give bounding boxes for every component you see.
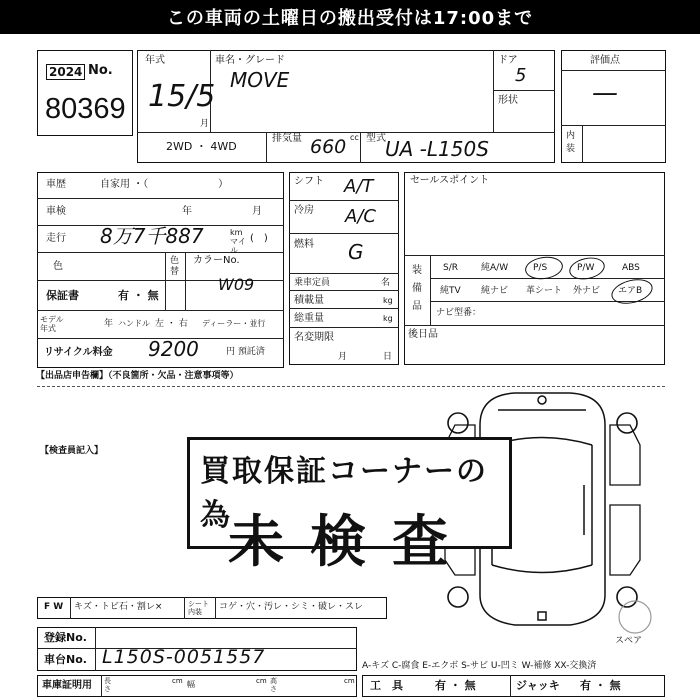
fuel-label: 燃料: [294, 239, 314, 250]
tools-value: 有 ・ 無: [435, 679, 476, 692]
displacement-label: 排気量: [272, 133, 302, 144]
recycle-value: 9200: [148, 337, 199, 361]
equip-tv: 純TV: [440, 286, 461, 296]
fuel-value: G: [348, 240, 364, 264]
shaken-year: 年: [182, 206, 192, 217]
shaken-label: 車検: [46, 206, 66, 217]
lot-no-label: No.: [88, 63, 113, 78]
equip-ps: P/S: [533, 263, 548, 273]
warranty-label: 保証書: [46, 289, 79, 302]
equip-label: 装備品: [412, 265, 422, 312]
lot-year-tag: 2024: [46, 64, 85, 80]
equip-abs: ABS: [622, 263, 640, 273]
capacity-label: 乗車定員: [294, 278, 331, 288]
no-inspection-stamp: [187, 437, 512, 575]
recycle-label: リサイクル料金: [44, 347, 113, 358]
shape-label: 形状: [498, 95, 518, 106]
color-label: 色: [53, 261, 63, 272]
legend-seat-damage: コゲ・穴・汚レ・シミ・破レ・スレ: [219, 602, 364, 612]
model-year-unit: 年: [104, 319, 114, 329]
history-label: 車歴: [46, 179, 66, 190]
tools-label: 工 具: [370, 679, 403, 692]
cert-height: 高さ: [270, 677, 277, 693]
year-value: 15/5: [148, 79, 216, 114]
damage-legend: A-キズ C-腐食 E-エクボ S-サビ U-凹ミ W-補修 XX-交換済: [362, 661, 597, 671]
mileage-label: 走行: [46, 233, 66, 244]
registration-label: 登録No.: [44, 631, 87, 644]
door-value: 5: [515, 65, 527, 86]
equip-pw: P/W: [577, 263, 595, 273]
cert-width: 幅: [187, 680, 195, 689]
equip-navi: 純ナビ: [481, 286, 509, 296]
color-code-label: カラーNo.: [193, 255, 240, 266]
name-value: MOVE: [230, 68, 290, 92]
drive-label: 2WD ・ 4WD: [166, 140, 237, 153]
model-value: UA -L150S: [385, 137, 489, 161]
after-items-label: 後日品: [408, 329, 438, 340]
jack-label: ジャッキ: [516, 679, 560, 692]
banner: この車両の土曜日の搬出受付は17:00まで: [0, 0, 700, 34]
equip-airbag: エアB: [618, 286, 643, 296]
equip-leather: 革シート: [526, 286, 563, 296]
report-label: 【出品店申告欄】（不良箇所・欠品・注意事項等）: [36, 371, 239, 381]
cc-label: cc: [350, 133, 359, 142]
legend-damage: キズ・トビ石・割レ×: [74, 602, 163, 612]
load-label: 積載量: [294, 295, 324, 306]
cert-label: 車庫証明用: [42, 680, 92, 691]
shift-value: A/T: [344, 176, 374, 197]
lot-number: 80369: [45, 93, 126, 125]
capacity-unit: 名: [381, 278, 391, 288]
equip-aw: 純A/W: [481, 263, 509, 273]
dealer-label: ディーラー・並行: [202, 319, 266, 328]
sales-point-label: セールスポイント: [410, 175, 490, 186]
stamp-line1: 買取保証コーナーの為: [200, 454, 488, 533]
history-value: 自家用 ・（ ）: [100, 179, 229, 190]
equip-ext-navi: 外ナビ: [573, 286, 601, 296]
legend-fw: F W: [44, 602, 64, 612]
expiry-day: 日: [383, 352, 393, 362]
spare-label: スペア: [615, 636, 643, 646]
mileage-paren: ( ): [250, 233, 268, 244]
door-label: ドア: [498, 55, 518, 66]
navi-model-label: ナビ型番：: [436, 308, 482, 318]
equip-sr: S/R: [443, 263, 458, 273]
cert-length-cm: cm: [172, 677, 183, 685]
recycle-unit: 円 預託済: [226, 347, 265, 357]
mileage-unit: km マイル: [230, 228, 246, 255]
shaken-month: 月: [252, 206, 262, 217]
gross-unit: kg: [383, 314, 393, 323]
legend-seat: シート 内装: [188, 600, 209, 616]
name-label: 車名・グレード: [215, 55, 285, 66]
color-code-value: W09: [218, 275, 255, 294]
handle-label: ハンドル: [118, 319, 150, 328]
ac-label: 冷房: [294, 205, 314, 216]
warranty-value: 有 ・ 無: [118, 289, 159, 302]
expiry-unit: 月: [338, 352, 348, 362]
jack-value: 有 ・ 無: [580, 679, 621, 692]
shift-label: シフト: [294, 176, 324, 187]
load-unit: kg: [383, 296, 393, 305]
model-year-label: モデル年式: [40, 315, 64, 333]
color-change-label: 色替: [170, 256, 180, 277]
score-value: —: [592, 78, 618, 108]
handle-value: 左 ・ 右: [155, 319, 188, 329]
chassis-label: 車台No.: [44, 653, 87, 666]
gross-label: 総重量: [294, 313, 324, 324]
model-label: 型式: [366, 133, 386, 144]
interior-label: 内装: [566, 131, 576, 154]
cert-width-cm: cm: [256, 677, 267, 685]
inspector-label: 【検査員記入】: [40, 446, 104, 456]
displacement-value: 660: [310, 136, 347, 158]
stamp-line2: 未検査: [228, 510, 474, 575]
mileage-value: 8万7千887: [100, 224, 204, 248]
cert-length: 長さ: [104, 677, 111, 693]
month-label: 月: [200, 119, 210, 129]
ac-value: A/C: [345, 206, 376, 227]
cert-height-cm: cm: [344, 677, 355, 685]
chassis-value: L150S-0051557: [102, 646, 266, 668]
score-label: 評価点: [590, 55, 620, 66]
year-label: 年式: [145, 55, 165, 66]
expiry-label: 名変期限: [294, 332, 334, 343]
